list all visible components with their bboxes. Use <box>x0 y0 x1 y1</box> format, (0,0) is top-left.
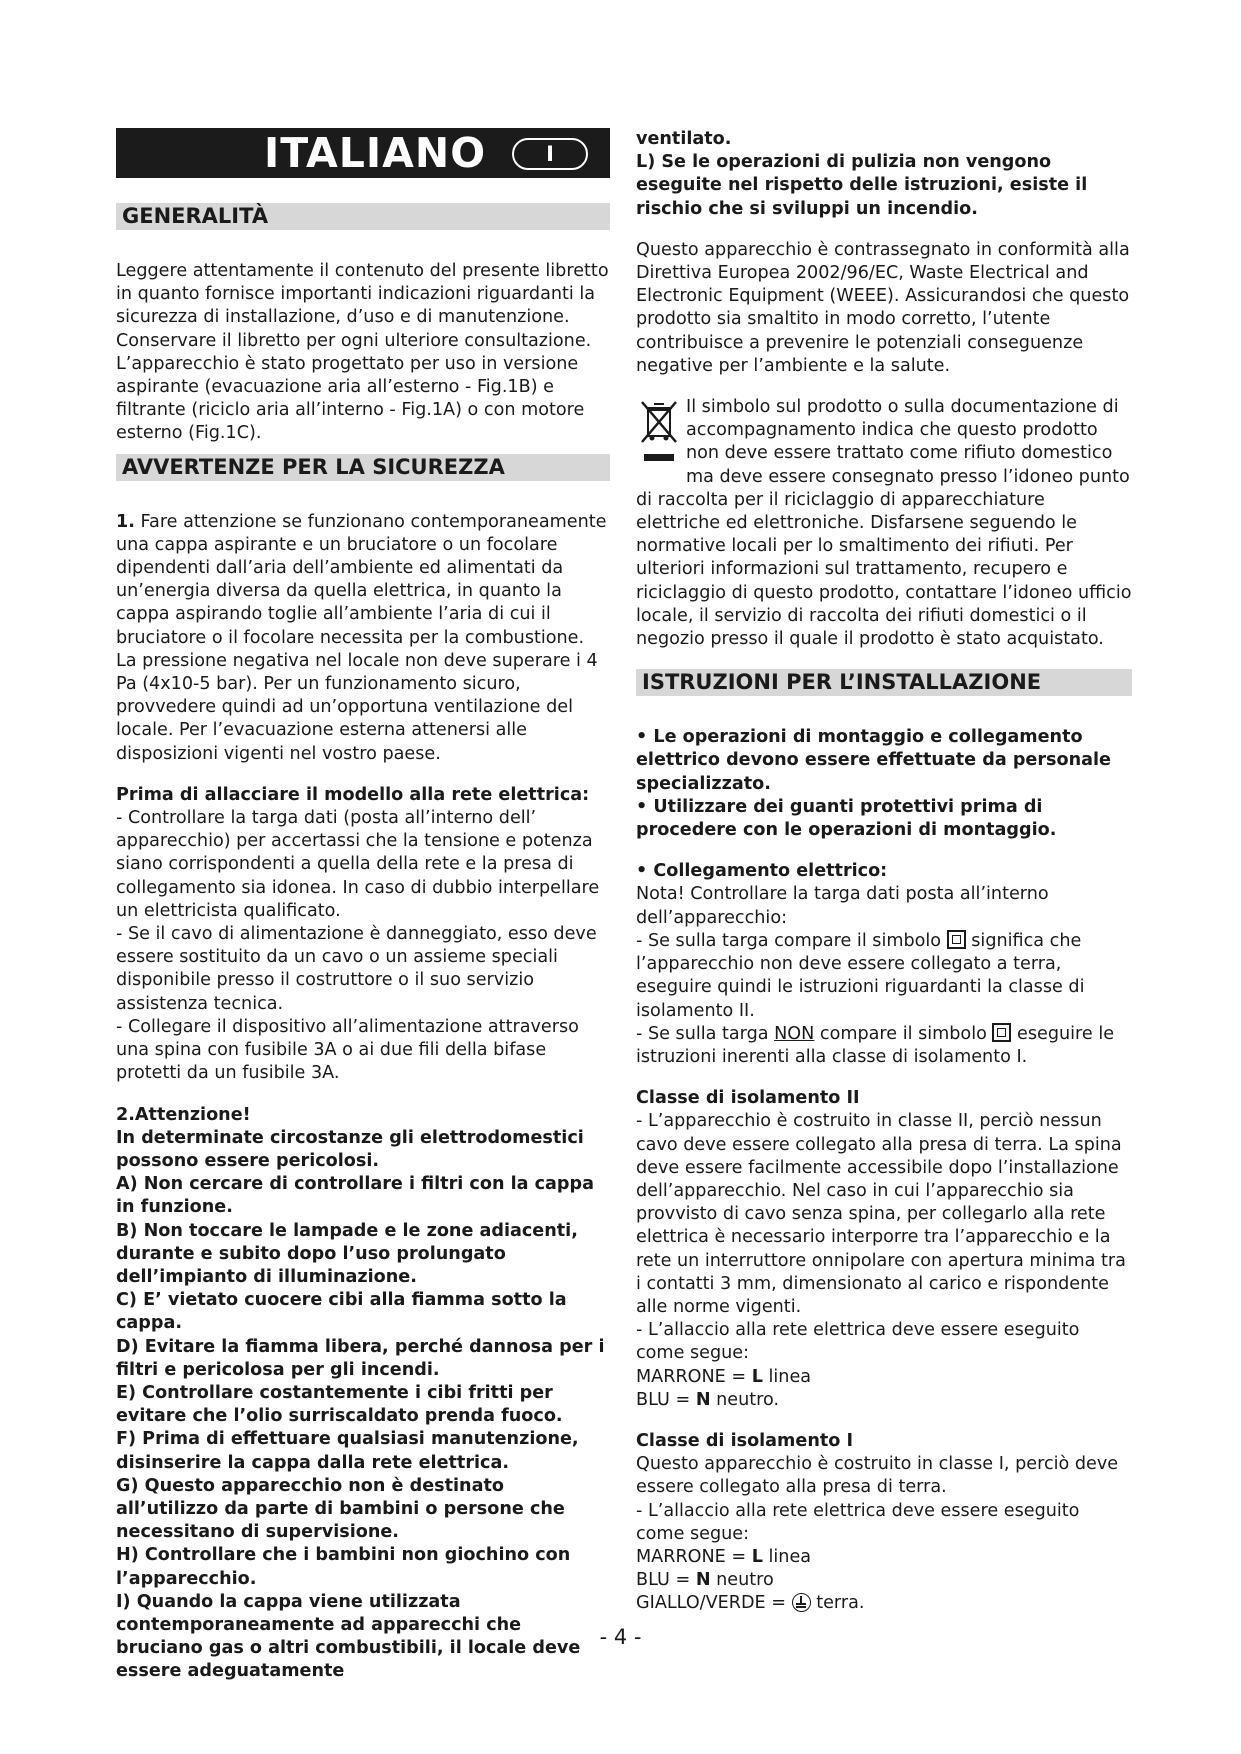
section-title-sicurezza: AVVERTENZE PER LA SICUREZZA <box>116 454 610 481</box>
marrone-label: MARRONE = <box>636 1366 747 1387</box>
neutral-letter: N <box>695 1389 711 1410</box>
earth-ground-icon <box>792 1593 811 1612</box>
classe-1-text: Questo apparecchio è costruito in classe I, perciò deve essere collegato alla presa di terra. <box>636 1454 1119 1498</box>
targa-class-1 <box>636 1023 1132 1069</box>
linea-label: linea <box>768 1366 812 1387</box>
warning-e: E) Controllare costantemente i cibi fritti per evitare che l’olio surriscaldato prenda fuoco. <box>116 1382 563 1427</box>
attenzione-subtitle: In determinate circostanze gli elettrodomestici possono essere pericolosi. <box>116 1127 584 1171</box>
classe-2-title: Classe di isolamento II <box>636 1088 860 1109</box>
section-title-installazione: ISTRUZIONI PER L’INSTALLAZIONE <box>636 669 1132 696</box>
attenzione-title: 2.Attenzione! <box>116 1104 251 1125</box>
neutro-label: neutro. <box>716 1389 780 1410</box>
warning-l: L) Se le operazioni di pulizia non vengono eseguite nel rispetto delle istruzioni, esiste il rischio che si sviluppi un incendio. <box>636 152 1088 219</box>
classe-2-text: - L’apparecchio è costruito in classe II, perciò nessun cavo deve essere collegato alla presa di terra. La spina deve essere facilmente accessibile dopo l’installazione dell’apparecchio. Nel caso in cui l’apparecchio sia provvisto di cavo senza spina, per collegarlo alla rete elettrica è necessario interporre tra l’apparecchio e la rete un interruttore onnipolare con apertura minima tra i contatti 3 mm, dimensionato al carico e rispondente alle norme vigenti. <box>636 1111 1126 1317</box>
allacciare-item-1: - Controllare la targa dati (posta all’interno dell’ apparecchio) per accertassi che la tensione e potenza siano corrispondenti a quella della rete e la presa di collegamento sia idonea. In caso di dubbio interpellare un elettricista qualificato. <box>116 808 600 921</box>
linea-label: linea <box>768 1546 812 1567</box>
collegamento-title: • Collegamento elettrico: <box>636 861 888 882</box>
classe-1-giallo-verde <box>636 1592 1132 1615</box>
safety-paragraph-1-text: Fare attenzione se funzionano contemporaneamente una cappa aspirante e un bruciatore o un focolare dipendenti dall’aria dell’ambiente ed alimentati da un’energia diversa da quella elettrica, in quanto la cappa aspirando toglie all’ambiente l’aria di cui il bruciatore o il focolare necessita per la combustione. La pressione negativa nel locale non deve superare i 4 Pa (4x10-5 bar). Per un funzionamento sicuro, provvedere quindi ad un’opportuna ventilazione del locale. Per l’evacuazione esterna attenersi alle disposizioni vigenti nel vostro paese. <box>116 511 607 764</box>
section-title-generalita: GENERALITÀ <box>116 203 610 230</box>
targa-2-middle: compare il simbolo <box>819 1023 987 1044</box>
classe-1-allaccio: - L’allaccio alla rete elettrica deve essere eseguito come segue: <box>636 1500 1080 1544</box>
warning-c: C) E’ vietato cuocere cibi alla fiamma sotto la cappa. <box>116 1290 567 1334</box>
blu-label: BLU = <box>636 1570 691 1591</box>
left-column <box>116 128 610 1684</box>
language-banner <box>116 128 610 178</box>
allacciare-title: Prima di allacciare il modello alla rete elettrica: <box>116 784 590 805</box>
blu-label: BLU = <box>636 1389 691 1410</box>
classe-2-marrone <box>636 1366 1132 1389</box>
right-column <box>636 128 1132 1616</box>
neutro-label: neutro <box>716 1570 774 1591</box>
language-badge: I <box>512 138 588 170</box>
warning-g: G) Questo apparecchio non è destinato all’utilizzo da parte di bambini o persone che necessitano di supervisione. <box>116 1475 565 1543</box>
line-letter: L <box>751 1366 763 1387</box>
classe-1-title: Classe di isolamento I <box>636 1430 854 1451</box>
line-letter: L <box>751 1546 763 1567</box>
double-insulation-icon <box>992 1023 1011 1042</box>
classe-2-blu <box>636 1389 1132 1412</box>
warning-a: A) Non cercare di controllare i filtri con la cappa in funzione. <box>116 1174 594 1218</box>
safety-paragraph-1 <box>116 511 610 766</box>
giallo-verde-label: GIALLO/VERDE = <box>636 1593 786 1614</box>
classe-1-blu <box>636 1569 1132 1592</box>
targa-2-non: NON <box>774 1023 815 1044</box>
nota-text: Nota! Controllare la targa dati posta all’interno dell’apparecchio: <box>636 884 1049 928</box>
marrone-label: MARRONE = <box>636 1546 747 1567</box>
generalita-text: Leggere attentamente il contenuto del presente libretto in quanto fornisce importanti indicazioni riguardanti la sicurezza di installazione, d’uso e di manutenzione. Conservare il libretto per ogni ulteriore consultazione. L’apparecchio è stato progettato per uso in versione aspirante (evacuazione aria all’esterno - Fig.1B) e filtrante (riciclo aria all’interno - Fig.1A) o con motore esterno (Fig.1C). <box>116 261 609 444</box>
install-bullet-2: • Utilizzare dei guanti protettivi prima di procedere con le operazioni di montaggio. <box>636 796 1057 841</box>
warning-f: F) Prima di effettuare qualsiasi manutenzione, disinserire la cappa dalla rete elettrica. <box>116 1429 579 1473</box>
allacciare-item-3: - Collegare il dispositivo all’alimentazione attraverso una spina con fusibile 3A o ai due fili della bifase protetti da un fusibile 3A. <box>116 1016 579 1084</box>
warning-i: I) Quando la cappa viene utilizzata contemporaneamente ad apparecchi che bruciano gas o altri combustibili, il locale deve essere adeguatamente <box>116 1591 581 1682</box>
crossed-bin-icon <box>636 396 682 468</box>
warning-h: H) Controllare che i bambini non giochino con l’apparecchio. <box>116 1545 571 1589</box>
language-title: ITALIANO <box>264 129 487 177</box>
page-number: - 4 - <box>599 1625 642 1649</box>
paragraph-number: 1. <box>116 511 135 532</box>
targa-1-prefix: - Se sulla targa compare il simbolo <box>636 930 942 951</box>
double-insulation-icon <box>947 930 966 949</box>
targa-class-2 <box>636 930 1132 1023</box>
targa-2-suffix: eseguire le istruzioni inerenti alla classe di isolamento I. <box>636 1023 1115 1067</box>
continued-text: ventilato. <box>636 129 732 149</box>
neutral-letter: N <box>695 1570 711 1591</box>
weee-symbol-block <box>636 396 1132 651</box>
targa-2-prefix: - Se sulla targa <box>636 1023 769 1044</box>
weee-symbol-text: Il simbolo sul prodotto o sulla documentazione di accompagnamento indica che questo prodotto non deve essere trattato come rifiuto domestico ma deve essere consegnato presso l’idoneo punto di raccolta per il riciclaggio di apparecchiature elettriche ed elettroniche. Disfarsene seguendo le normative locali per lo smaltimento dei rifiuti. Per ulteriori informazioni sul trattamento, recupero e riciclaggio di questo prodotto, contattare l’idoneo ufficio locale, il servizio di raccolta dei rifiuti domestici o il negozio presso il quale il prodotto è stato acquistato. <box>636 397 1132 650</box>
classe-1-marrone <box>636 1546 1132 1569</box>
warning-d: D) Evitare la fiamma libera, perché dannosa per i filtri e pericolosa per gli incendi. <box>116 1336 605 1380</box>
install-bullet-1: • Le operazioni di montaggio e collegamento elettrico devono essere effettuate da personale specializzato. <box>636 727 1111 794</box>
allacciare-item-2: - Se il cavo di alimentazione è danneggiato, esso deve essere sostituito da un cavo o un assieme speciali disponibile presso il costruttore o il suo servizio assistenza tecnica. <box>116 924 597 1014</box>
classe-2-allaccio: - L’allaccio alla rete elettrica deve essere eseguito come segue: <box>636 1320 1080 1364</box>
weee-text: Questo apparecchio è contrassegnato in conformità alla Direttiva Europea 2002/96/EC, Waste Electrical and Electronic Equipment (WEEE). Assicurandosi che questo prodotto sia smaltito in modo corretto, l’utente contribuisce a prevenire le potenziali conseguenze negative per l’ambiente e la salute. <box>636 239 1130 376</box>
warning-b: B) Non toccare le lampade e le zone adiacenti, durante e subito dopo l’uso prolungato dell’impianto di illuminazione. <box>116 1220 578 1287</box>
terra-label: terra. <box>816 1593 865 1614</box>
targa-1-suffix: significa che l’apparecchio non deve essere collegato a terra, eseguire quindi le istruzioni riguardanti la classe di isolamento II. <box>636 930 1085 1021</box>
